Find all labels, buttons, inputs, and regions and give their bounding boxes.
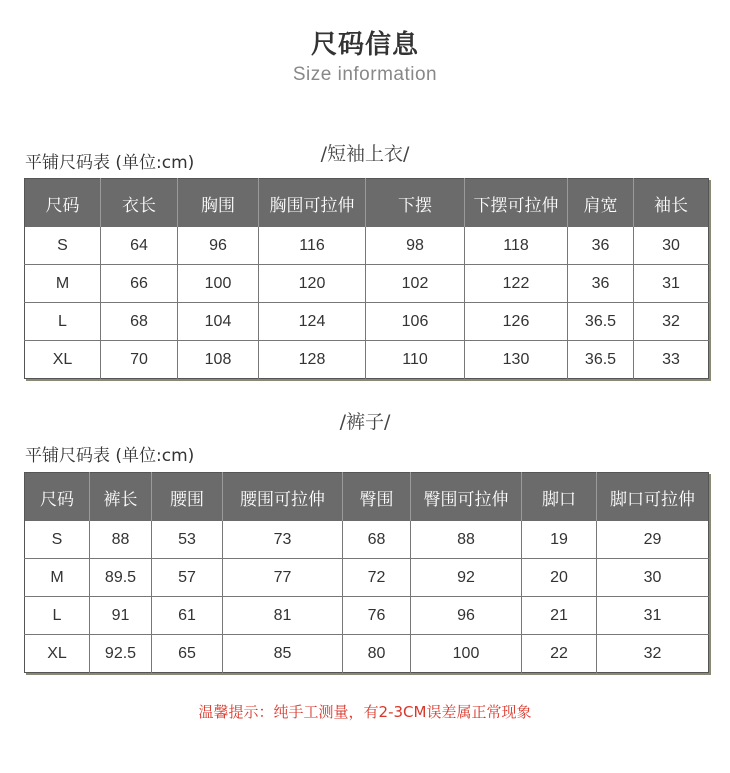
table-cell: S bbox=[25, 227, 101, 265]
column-header: 下摆可拉伸 bbox=[465, 179, 568, 228]
table-cell: 77 bbox=[223, 559, 343, 597]
table-cell: 29 bbox=[597, 521, 709, 559]
table-cell: 36.5 bbox=[568, 341, 634, 379]
table-cell: 32 bbox=[643, 644, 662, 662]
pants-section-title: /裤子/ bbox=[339, 411, 391, 433]
table-cell: 21 bbox=[522, 597, 597, 635]
table-cell: 98 bbox=[366, 227, 465, 265]
table-cell: 128 bbox=[259, 341, 366, 379]
pants-header-row bbox=[25, 473, 709, 522]
table-cell: 102 bbox=[366, 265, 465, 303]
table-cell: XL bbox=[25, 635, 90, 673]
table-cell: 65 bbox=[152, 635, 223, 673]
tops-size-table bbox=[24, 178, 709, 379]
table-cell: 126 bbox=[465, 303, 568, 341]
table-cell: 122 bbox=[465, 265, 568, 303]
measurement-note: 温馨提示：纯手工测量，有2-3CM误差属正常现象 bbox=[198, 703, 532, 721]
table-cell: 100 bbox=[178, 265, 259, 303]
table-cell: XL bbox=[25, 341, 101, 379]
table-cell: 36 bbox=[568, 265, 634, 303]
table-cell: 61 bbox=[152, 597, 223, 635]
column-header: 衣长 bbox=[101, 179, 178, 228]
column-header: 臀围 bbox=[343, 473, 411, 522]
table-cell: 124 bbox=[259, 303, 366, 341]
table-cell: S bbox=[25, 521, 90, 559]
table-cell: 92.5 bbox=[90, 635, 152, 673]
table-cell: 110 bbox=[366, 341, 465, 379]
table-cell: 106 bbox=[366, 303, 465, 341]
table-cell: 81 bbox=[223, 597, 343, 635]
table-cell: 68 bbox=[343, 521, 411, 559]
table-cell: 92 bbox=[411, 559, 522, 597]
table-cell: 70 bbox=[101, 341, 178, 379]
table-cell: 100 bbox=[411, 635, 522, 673]
table-cell: 66 bbox=[101, 265, 178, 303]
table-cell: 73 bbox=[223, 521, 343, 559]
table-cell: 57 bbox=[152, 559, 223, 597]
column-header: 肩宽 bbox=[568, 179, 634, 228]
page-title: 尺码信息 bbox=[310, 30, 419, 60]
table-cell: M bbox=[25, 559, 90, 597]
table-cell: L bbox=[25, 303, 101, 341]
table-cell: 36.5 bbox=[568, 303, 634, 341]
column-header: 脚口 bbox=[522, 473, 597, 522]
table-cell: 108 bbox=[178, 341, 259, 379]
column-header: 下摆 bbox=[366, 179, 465, 228]
pants-size-table bbox=[24, 472, 709, 673]
table-cell: 68 bbox=[101, 303, 178, 341]
table-cell: 19 bbox=[522, 521, 597, 559]
table-cell: 76 bbox=[343, 597, 411, 635]
table-cell: M bbox=[25, 265, 101, 303]
table-cell: 32 bbox=[634, 303, 709, 341]
column-header: 尺码 bbox=[25, 473, 90, 522]
table-cell: 31 bbox=[597, 597, 709, 635]
table-cell: 104 bbox=[178, 303, 259, 341]
column-header: 胸围可拉伸 bbox=[259, 179, 366, 228]
table-row bbox=[25, 303, 709, 341]
table-cell: 80 bbox=[343, 635, 411, 673]
table-cell: 88 bbox=[90, 521, 152, 559]
column-header: 脚口可拉伸 bbox=[597, 473, 709, 522]
table-row bbox=[25, 341, 709, 379]
column-header: 胸围 bbox=[178, 179, 259, 228]
column-header: 裤长 bbox=[90, 473, 152, 522]
table-cell: 88 bbox=[411, 521, 522, 559]
column-header: 腰围 bbox=[152, 473, 223, 522]
table-cell: 91 bbox=[90, 597, 152, 635]
tops-section-title: /短袖上衣/ bbox=[320, 143, 410, 165]
table-cell: 64 bbox=[101, 227, 178, 265]
table-cell: 30 bbox=[634, 227, 709, 265]
table-cell: L bbox=[25, 597, 90, 635]
table-cell: 20 bbox=[522, 559, 597, 597]
column-header: 腰围可拉伸 bbox=[223, 473, 343, 522]
table-cell: 89.5 bbox=[90, 559, 152, 597]
table-cell: 118 bbox=[465, 227, 568, 265]
table-cell: 36 bbox=[568, 227, 634, 265]
table-row bbox=[25, 227, 709, 265]
table-cell: 96 bbox=[178, 227, 259, 265]
pants-table-caption: 平铺尺码表 (单位:cm) bbox=[25, 446, 195, 466]
table-cell: 116 bbox=[259, 227, 366, 265]
table-row bbox=[25, 597, 709, 635]
table-cell: 53 bbox=[152, 521, 223, 559]
page-subtitle: Size information bbox=[292, 64, 438, 85]
column-header: 袖长 bbox=[634, 179, 709, 228]
table-cell: 30 bbox=[597, 559, 709, 597]
table-row bbox=[25, 265, 709, 303]
table-cell: 33 bbox=[662, 350, 680, 368]
table-cell: 72 bbox=[343, 559, 411, 597]
table-cell: 130 bbox=[465, 341, 568, 379]
table-row bbox=[25, 635, 709, 673]
table-cell: 22 bbox=[522, 635, 597, 673]
table-cell: 120 bbox=[259, 265, 366, 303]
table-row bbox=[25, 521, 709, 559]
column-header: 臀围可拉伸 bbox=[411, 473, 522, 522]
table-cell: 96 bbox=[411, 597, 522, 635]
table-cell: 85 bbox=[223, 635, 343, 673]
tops-table-caption: 平铺尺码表 (单位:cm) bbox=[25, 153, 195, 173]
table-cell: 31 bbox=[634, 265, 709, 303]
column-header: 尺码 bbox=[25, 179, 101, 228]
table-row bbox=[25, 559, 709, 597]
tops-header-row bbox=[25, 179, 709, 228]
